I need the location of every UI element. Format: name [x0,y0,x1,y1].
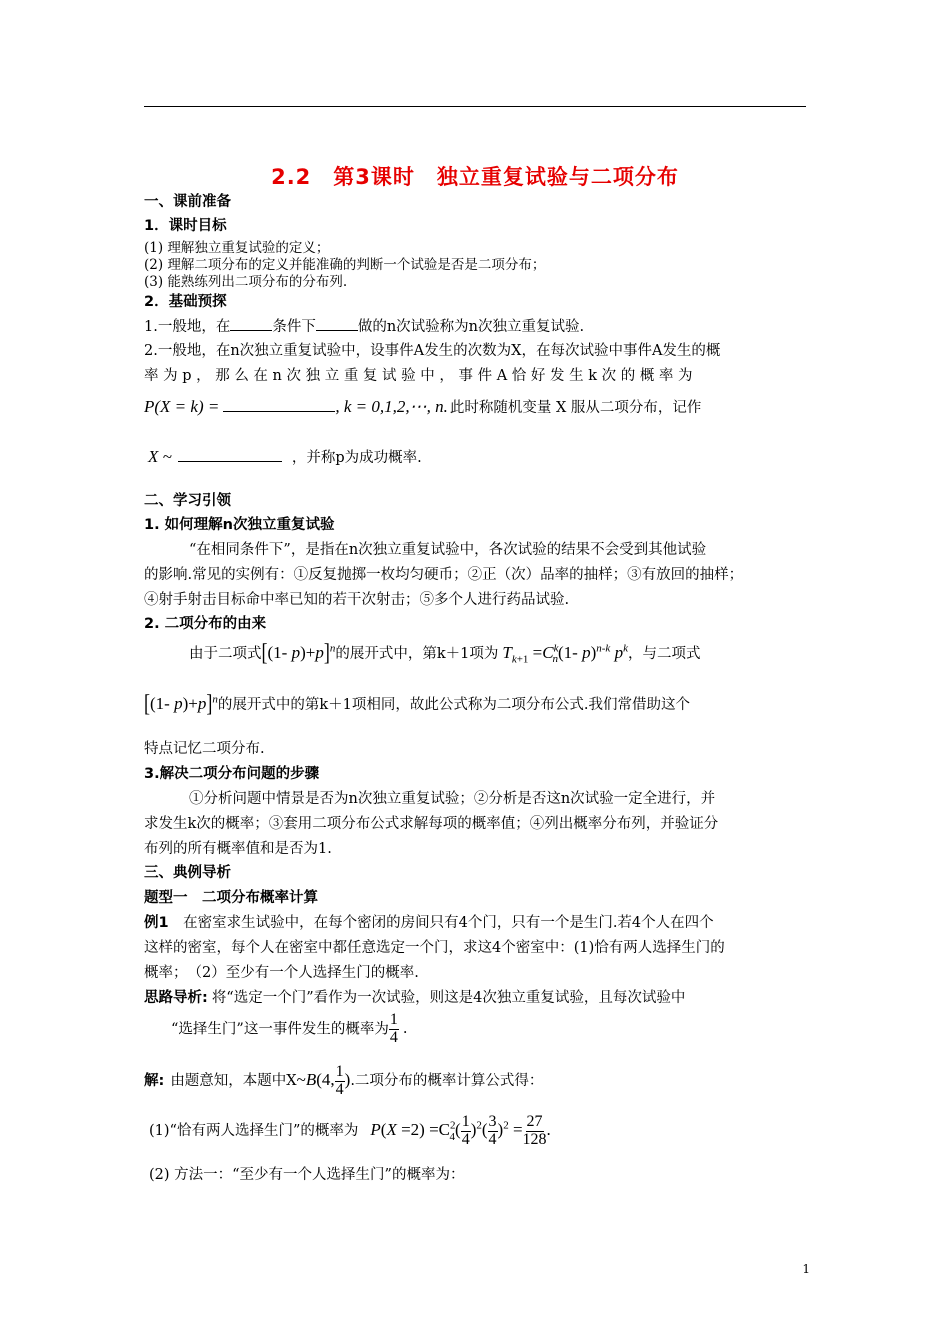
example-line: 概率； （2）至少有一个人选择生门的概率. [144,965,419,981]
distribution-notation-line [148,446,422,467]
goals-heading: 1．课时目标 [144,218,227,234]
paragraph-line: “在相同条件下”，是指在n次独立重复试验中，各次试验的结果不会受到其他试验 [189,542,707,558]
page-number: 1 [802,1262,810,1276]
fill-blank[interactable] [178,461,282,462]
text: 的展开式中的第k＋1项相同，故此公式称为二项分布公式.我们常借助这个 [217,697,690,713]
solution-part-2: (2) 方法一：“至少有一个人选择生门”的概率为： [149,1167,465,1183]
text: 的展开式中，第k＋1项为 [335,646,499,662]
text: 将“选定一个门”看作为一次试验，则这是4次独立重复试验，且每次试验中 [211,990,686,1006]
section-heading: 三、典例导析 [144,865,231,881]
preview-heading: 2．基础预探 [144,294,227,310]
text: 做的n次试验称为n次独立重复试验. [357,319,585,335]
header-rule [144,106,806,107]
paragraph-line: ①分析问题中情景是否为n次独立重复试验；②分析是否这n次试验一定全进行，并 [189,791,716,807]
guide-line [171,1012,407,1047]
fill-blank[interactable] [223,411,335,412]
subheading: 1. 如何理解n次独立重复试验 [144,517,335,533]
fill-blank[interactable] [230,330,272,331]
binomial-origin-line [189,638,701,666]
text: ，与二项式 [627,646,701,662]
paragraph-line: 布列的所有概率值和是否为1. [144,841,332,857]
page-title: 2.2 第3课时 独立重复试验与二项分布 [271,165,679,189]
example-label: 例1 [144,915,169,931]
binomial-expression: [(1- p)+p]$^n$ [261,638,336,666]
text: 由于二项式 [189,646,262,662]
section-heading: 一、课前准备 [144,194,231,210]
text: (1)“恰有两人选择生门”的概率为 [149,1123,359,1140]
binomial-formula-line [144,396,701,417]
text: 在密室求生试验中，在每个密闭的房间只有4个门，只有一个是生门.若4个人在四个 [168,915,714,931]
solution-part-1 [149,1114,551,1149]
paragraph-line: 的影响.常见的实例有：①反复抛掷一枚均匀硬币；②正（次）品率的抽样；③有放回的抽样； [144,567,744,583]
paragraph-line: 特点记忆二项分布. [144,741,265,757]
guide-line [144,986,685,1007]
formula-range: , k = 0,1,2,⋯, n. [335,397,448,416]
fill-blank[interactable] [316,330,358,331]
paragraph-line: ④射手射击目标命中率已知的若干次射击；⑤多个人进行药品试验. [144,592,570,608]
general-term-formula: $T_{k+1} =C^k_n(1-$ p)$^{n-k}$ $p^k$ [502,642,628,666]
text: . [402,1021,408,1038]
text: 条件下 [272,319,316,335]
formula-x: X ~ [148,447,172,466]
goal-line: (3) 能熟练列出二项分布的分布列. [144,274,348,290]
distribution-formula: ~B(4, $\frac{1}{4}$ ) [296,1063,351,1098]
formula-lhs: P(X = k) = [144,397,220,416]
binomial-expression: [(1- p)+p]$^n$ [144,689,218,717]
guide-label: 思路导析: [144,990,208,1006]
preview-item-2-line: 2.一般地，在n次独立重复试验中，设事件A发生的次数为X，在每次试验中事件A发生的概 [144,343,721,359]
text: ，并称p为成功概率. [291,450,422,466]
probability-formula: $P(X =2) =C^2_4$( $\frac{1}{4}$ )$^2$( $\frac{3}{4}$ )$^2$ = $\frac{27}{128}$ . [370,1113,551,1148]
example-line: 这样的密室，每个人在密室中都任意选定一个门，求这4个密室中：(1)恰有两人选择生门的 [144,940,725,956]
example-line [144,911,714,932]
subheading: 2. 二项分布的由来 [144,616,267,632]
subheading: 3.解决二项分布问题的步骤 [144,766,320,782]
solution-label: 解: [144,1073,165,1090]
text: 此时称随机变量 X 服从二项分布，记作 [449,400,702,416]
paragraph-line: 求发生k次的概率；③套用二项分布公式求解每项的概率值；④列出概率分布列，并验证分 [144,816,719,832]
fraction-one-quarter: $\frac{1}{4}$ [389,1011,398,1046]
text: .二项分布的概率计算公式得： [350,1073,544,1090]
text: 1.一般地，在 [144,319,231,335]
goal-line: (1) 理解独立重复试验的定义； [144,240,330,256]
binomial-origin-line [144,689,690,717]
preview-item-1 [144,315,584,336]
type-heading: 题型一 二项分布概率计算 [144,890,318,906]
section-heading: 二、学习引领 [144,493,231,509]
solution-line [144,1064,543,1099]
goal-line: (2) 理解二项分布的定义并能准确的判断一个试验是否是二项分布； [144,257,546,273]
text: “选择生门”这一事件发生的概率为 [171,1021,389,1038]
preview-item-2-line: 率 为 p ， 那 么 在 n 次 独 立 重 复 试 验 中 ， 事 件 A 恰 好 发 生 k 次 的 概 率 为 [144,368,693,384]
text: 由题意知，本题中X [170,1073,297,1090]
